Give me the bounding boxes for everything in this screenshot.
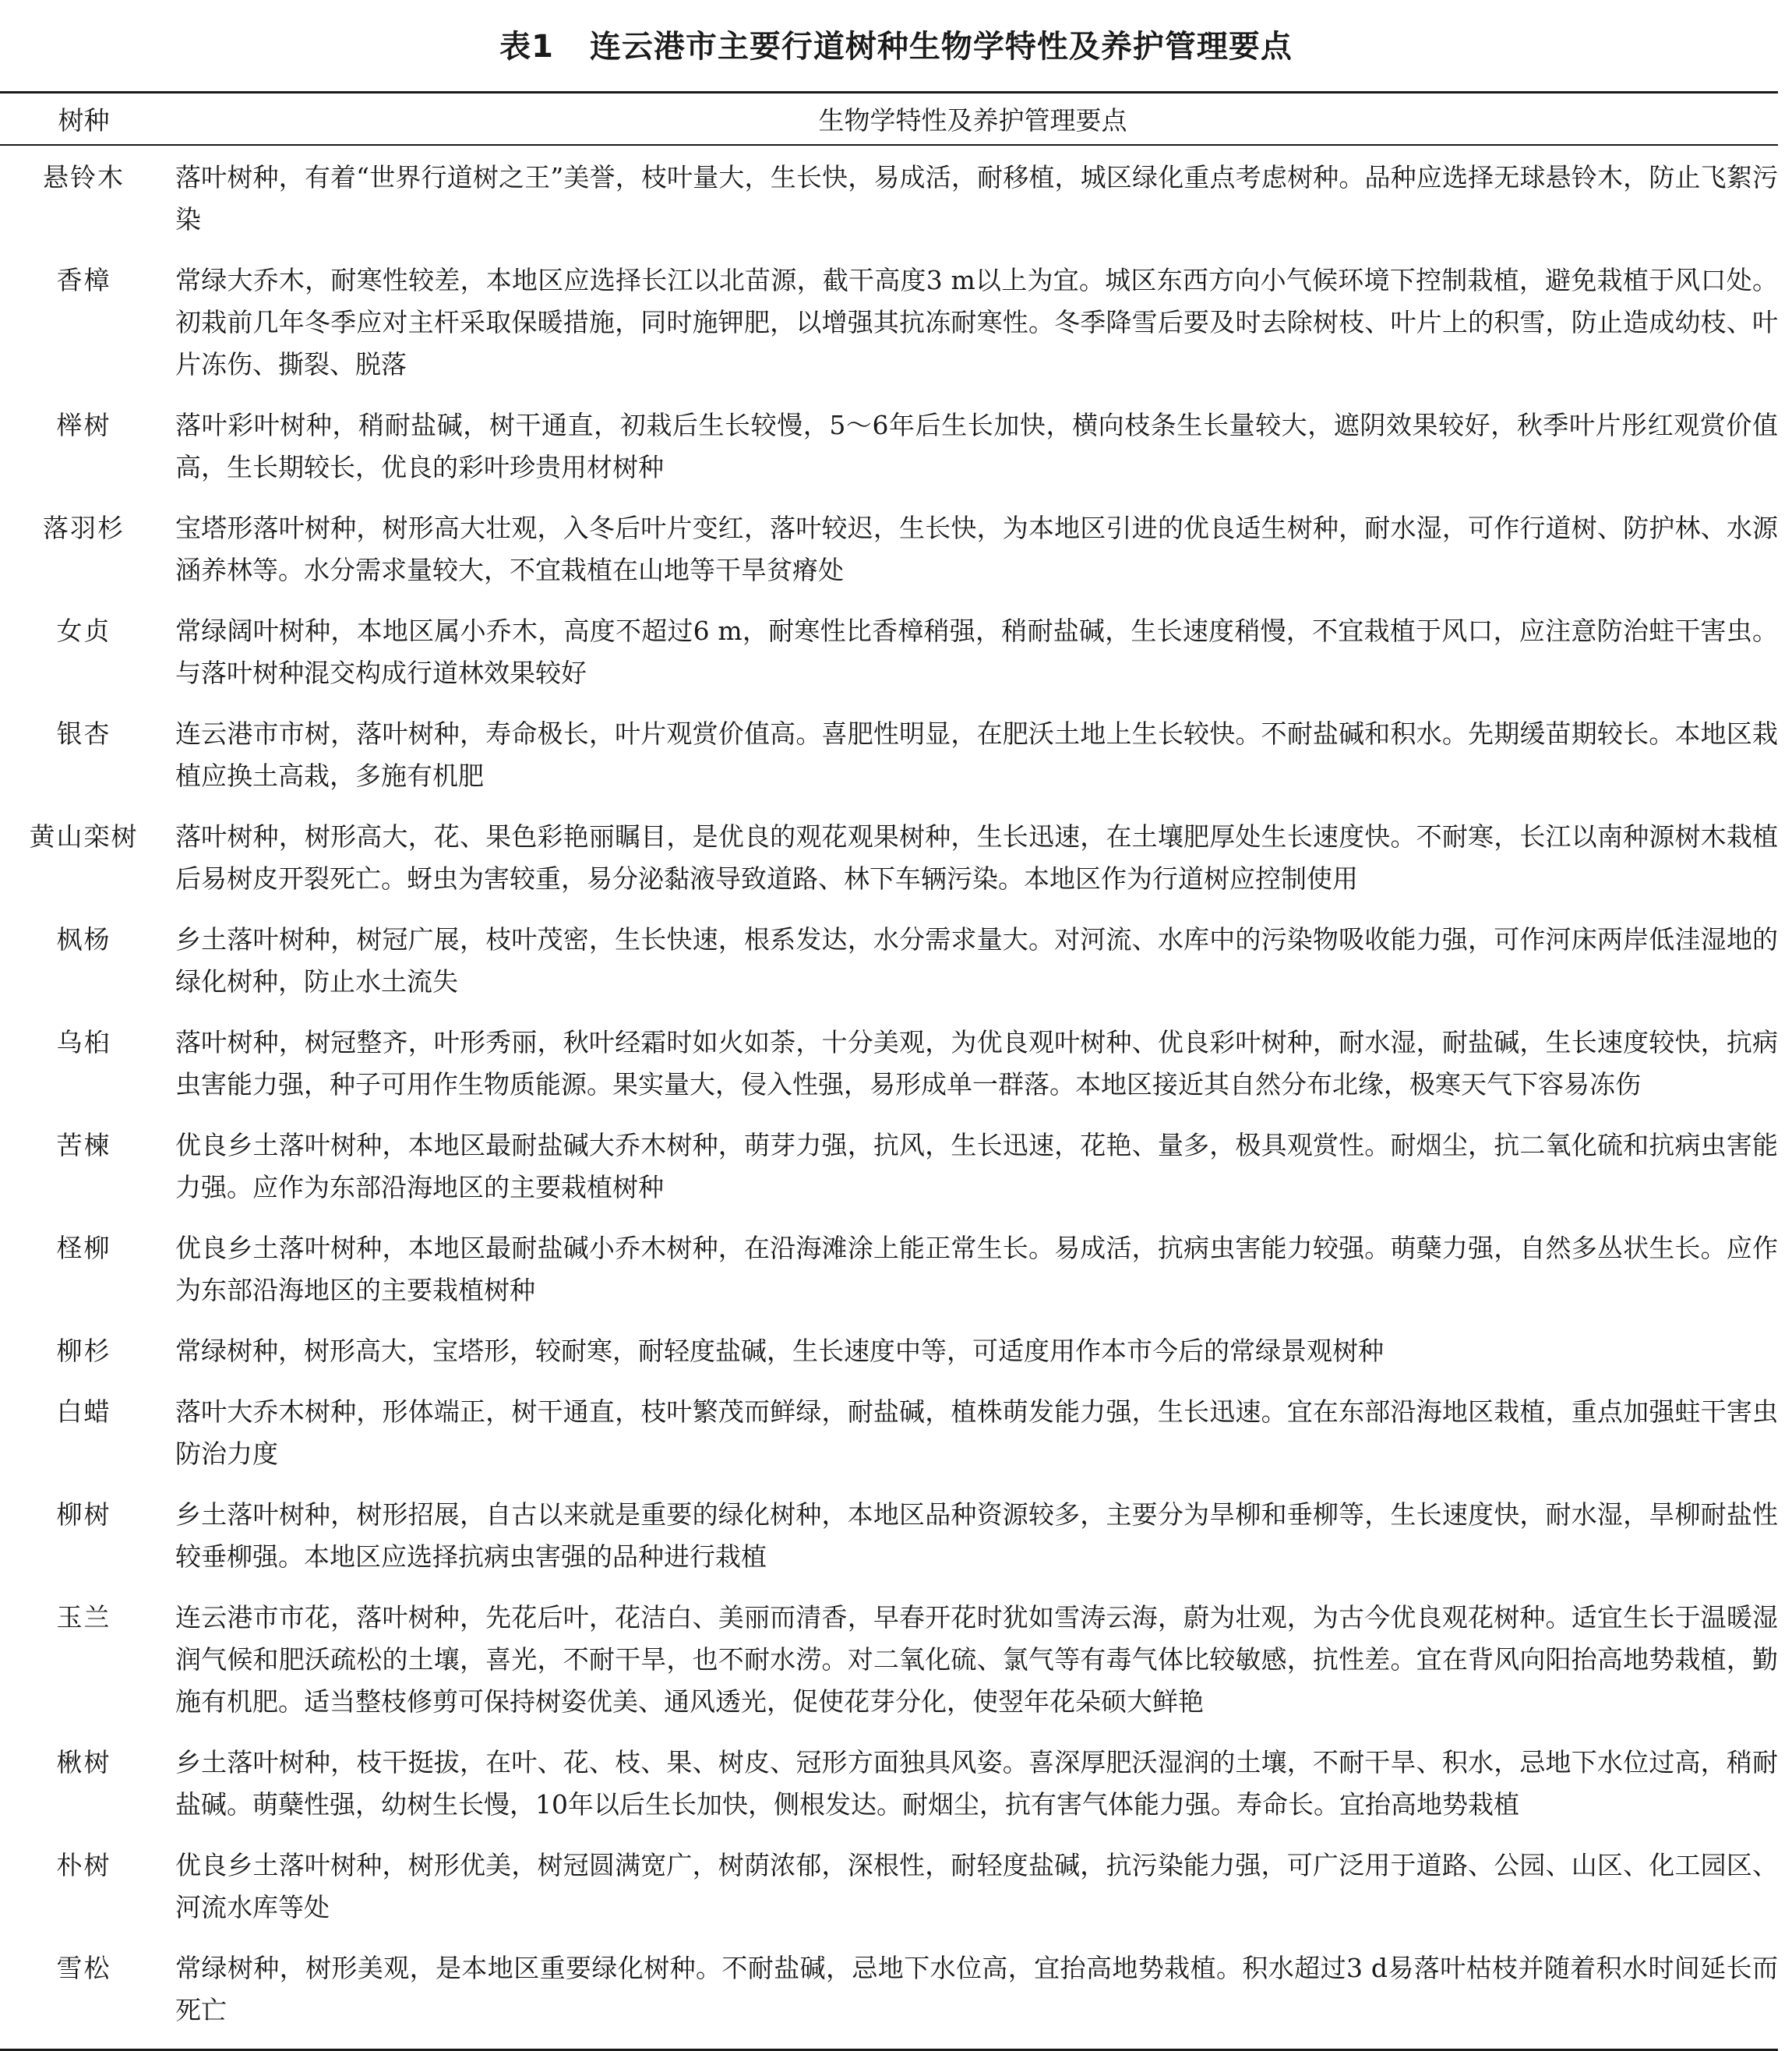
species-description: 乡土落叶树种，枝干挺拔，在叶、花、枝、果、树皮、冠形方面独具风姿。喜深厚肥沃湿润的土壤，不耐干旱、积水，忌地下水位过高，稍耐盐碱。萌蘖性强，幼树生长慢，10年以后生长加快，侧根发达。耐烟尘，抗有害气体能力强。寿命长。宜抬高地势栽植 xyxy=(175,1747,1778,1820)
table-row xyxy=(0,808,1778,911)
species-description: 优良乡土落叶树种，本地区最耐盐碱小乔木树种，在沿海滩涂上能正常生长。易成活，抗病虫害能力较强。萌蘖力强，自然多丛状生长。应作为东部沿海地区的主要栽植树种 xyxy=(175,1233,1778,1305)
species-name: 香樟 xyxy=(56,265,111,295)
species-name: 雪松 xyxy=(0,1940,168,2050)
species-description: 落叶树种，树形高大，花、果色彩艳丽瞩目，是优良的观花观果树种，生长迅速，在土壤肥厚处生长速度快。不耐寒，长江以南种源树木栽植后易树皮开裂死亡。蚜虫为害较重，易分泌黏液导致道路、林下车辆污染。本地区作为行道树应控制使用 xyxy=(175,821,1778,894)
table-row xyxy=(0,705,1778,808)
species-name: 朴树 xyxy=(56,1850,111,1880)
species-name: 苦楝 xyxy=(56,1130,111,1160)
species-description: 落叶树种，树冠整齐，叶形秀丽，秋叶经霜时如火如荼，十分美观，为优良观叶树种、优良彩叶树种，耐水湿，耐盐碱，生长速度较快，抗病虫害能力强，种子可用作生物质能源。果实量大，侵入性强，易形成单一群落。本地区接近其自然分布北缘，极寒天气下容易冻伤 xyxy=(175,1027,1778,1100)
table-row xyxy=(0,1220,1778,1322)
table-row xyxy=(0,1734,1778,1837)
species-description: 常绿阔叶树种，本地区属小乔木，高度不超过6 m，耐寒性比香樟稍强，稍耐盐碱，生长速度稍慢，不宜栽植于风口，应注意防治蛀干害虫。与落叶树种混交构成行道林效果较好 xyxy=(175,616,1778,688)
species-description: 常绿大乔木，耐寒性较差，本地区应选择长江以北苗源，截干高度3 m以上为宜。城区东西方向小气候环境下控制栽植，避免栽植于风口处。初栽前几年冬季应对主杆采取保暖措施，同时施钾肥，以增强其抗冻耐寒性。冬季降雪后要及时去除树枝、叶片上的积雪，防止造成幼枝、叶片冻伤、撕裂、脱落 xyxy=(175,265,1778,379)
table-row xyxy=(0,252,1778,397)
species-name: 玉兰 xyxy=(56,1602,111,1633)
species-description: 优良乡土落叶树种，树形优美，树冠圆满宽广，树荫浓郁，深根性，耐轻度盐碱，抗污染能力强，可广泛用于道路、公园、山区、化工园区、河流水库等处 xyxy=(175,1850,1778,1922)
table-row xyxy=(0,397,1778,500)
species-description: 宝塔形落叶树种，树形高大壮观，入冬后叶片变红，落叶较迟，生长快，为本地区引进的优良适生树种，耐水湿，可作行道树、防护林、水源涵养林等。水分需求量较大，不宜栽植在山地等干旱贫瘠处 xyxy=(175,513,1778,585)
table-row xyxy=(0,1322,1778,1383)
table-row xyxy=(0,1117,1778,1220)
species-description: 常绿树种，树形美观，是本地区重要绿化树种。不耐盐碱，忌地下水位高，宜抬高地势栽植。积水超过3 d易落叶枯枝并随着积水时间延长而死亡 xyxy=(168,1940,1778,2050)
table-caption xyxy=(0,22,1792,66)
species-description: 乡土落叶树种，树冠广展，枝叶茂密，生长快速，根系发达，水分需求量大。对河流、水库中的污染物吸收能力强，可作河床两岸低洼湿地的绿化树种，防止水土流失 xyxy=(175,924,1778,997)
table-row xyxy=(0,145,1778,252)
table-row xyxy=(0,602,1778,705)
table-row xyxy=(0,1383,1778,1486)
species-description: 常绿树种，树形高大，宝塔形，较耐寒，耐轻度盐碱，生长速度中等，可适度用作本市今后的常绿景观树种 xyxy=(175,1336,1384,1366)
species-name: 柳杉 xyxy=(56,1336,111,1366)
species-name: 银杏 xyxy=(56,718,111,749)
species-name: 黄山栾树 xyxy=(29,821,139,852)
species-name: 柽柳 xyxy=(56,1233,111,1263)
species-description: 连云港市市树，落叶树种，寿命极长，叶片观赏价值高。喜肥性明显，在肥沃土地上生长较快。不耐盐碱和积水。先期缓苗期较长。本地区栽植应换土高栽，多施有机肥 xyxy=(175,718,1778,791)
species-name: 枫杨 xyxy=(56,924,111,955)
table-row xyxy=(0,1014,1778,1117)
table-row xyxy=(0,1940,1778,2050)
table-row xyxy=(0,1837,1778,1940)
species-name: 女贞 xyxy=(56,616,111,646)
species-name: 白蜡 xyxy=(56,1396,111,1427)
species-description: 落叶彩叶树种，稍耐盐碱，树干通直，初栽后生长较慢，5～6年后生长加快，横向枝条生长量较大，遮阴效果较好，秋季叶片彤红观赏价值高，生长期较长，优良的彩叶珍贵用材树种 xyxy=(175,410,1778,482)
species-description: 落叶树种，有着“世界行道树之王”美誉，枝叶量大，生长快，易成活，耐移植，城区绿化重点考虑树种。品种应选择无球悬铃木，防止飞絮污染 xyxy=(175,162,1778,235)
species-name: 楸树 xyxy=(56,1747,111,1777)
species-description: 落叶大乔木树种，形体端正，树干通直，枝叶繁茂而鲜绿，耐盐碱，植株萌发能力强，生长迅速。宜在东部沿海地区栽植，重点加强蛀干害虫防治力度 xyxy=(175,1396,1778,1469)
header-species: 树种 xyxy=(0,93,168,146)
species-name: 悬铃木 xyxy=(43,162,125,192)
species-name: 柳树 xyxy=(56,1499,111,1530)
table-number: 表1 xyxy=(499,29,554,65)
table-title: 连云港市主要行道树种生物学特性及养护管理要点 xyxy=(589,29,1293,65)
table-row xyxy=(0,911,1778,1014)
species-table xyxy=(0,91,1778,2051)
table-row xyxy=(0,1486,1778,1589)
species-description: 连云港市市花，落叶树种，先花后叶，花洁白、美丽而清香，早春开花时犹如雪涛云海，蔚为壮观，为古今优良观花树种。适宜生长于温暖湿润气候和肥沃疏松的土壤，喜光，不耐干旱，也不耐水涝。对二氧化硫、氯气等有毒气体比较敏感，抗性差。宜在背风向阳抬高地势栽植，勤施有机肥。适当整枝修剪可保持树姿优美、通风透光，促使花芽分化，使翌年花朵硕大鲜艳 xyxy=(175,1602,1778,1717)
species-name: 榉树 xyxy=(56,410,111,440)
table-row xyxy=(0,500,1778,602)
species-description: 优良乡土落叶树种，本地区最耐盐碱大乔木树种，萌芽力强，抗风，生长迅速，花艳、量多，极具观赏性。耐烟尘，抗二氧化硫和抗病虫害能力强。应作为东部沿海地区的主要栽植树种 xyxy=(175,1130,1778,1202)
species-description: 乡土落叶树种，树形招展，自古以来就是重要的绿化树种，本地区品种资源较多，主要分为旱柳和垂柳等，生长速度快，耐水湿，旱柳耐盐性较垂柳强。本地区应选择抗病虫害强的品种进行栽植 xyxy=(175,1499,1778,1572)
species-name: 乌桕 xyxy=(56,1027,111,1057)
header-characteristics: 生物学特性及养护管理要点 xyxy=(168,93,1778,146)
species-name: 落羽杉 xyxy=(43,513,125,543)
table-row xyxy=(0,1589,1778,1734)
table-header-row xyxy=(0,93,1778,146)
